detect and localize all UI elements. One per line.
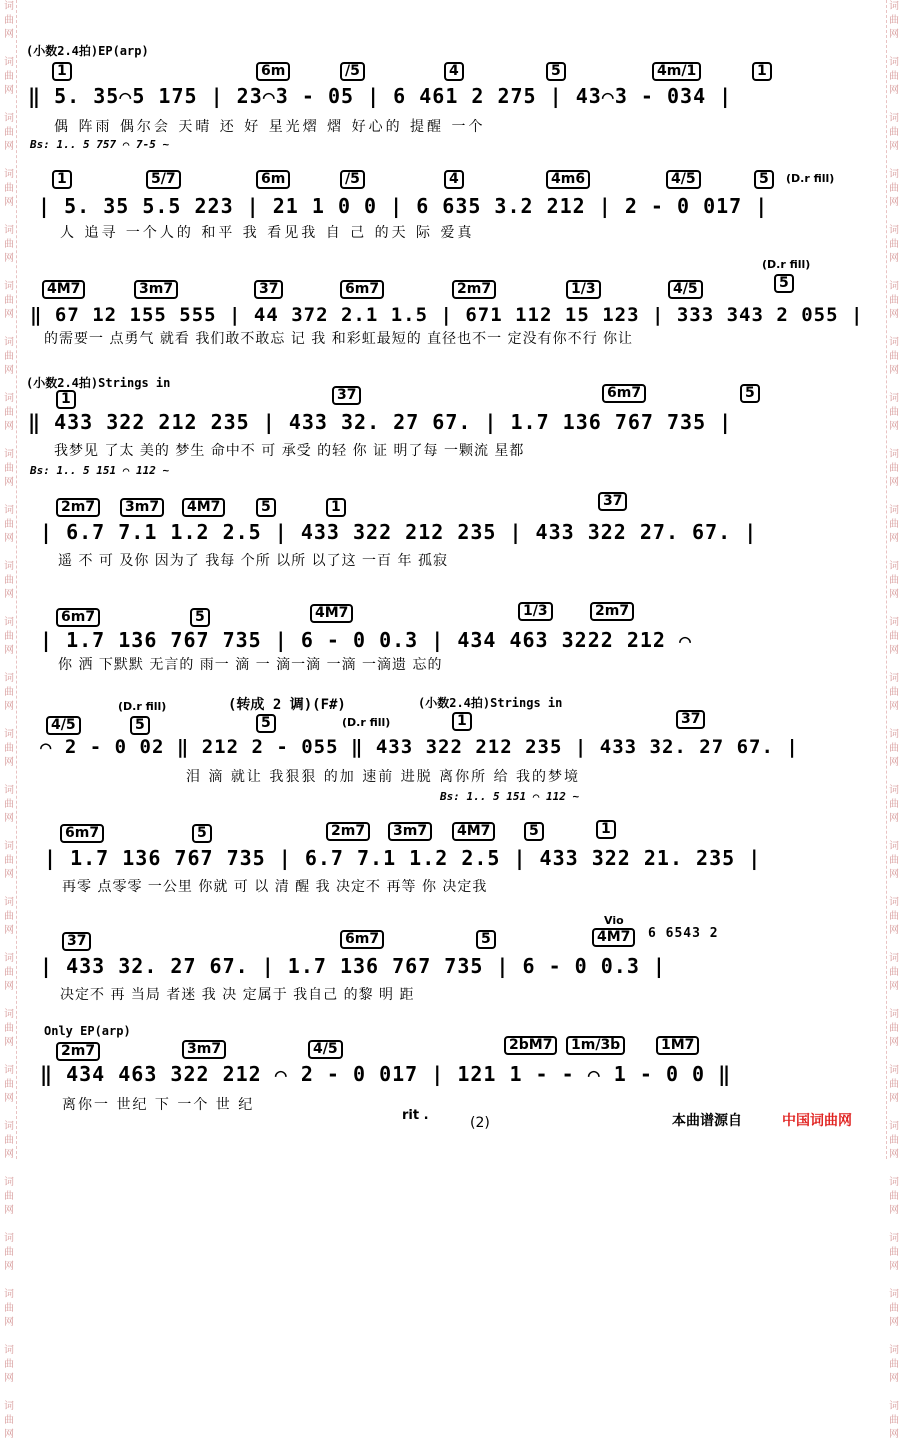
chord-symbol: 6m7: [340, 930, 384, 949]
chord-symbol: 5: [190, 608, 210, 627]
site-name: 中国词曲网: [782, 1113, 852, 1129]
page-number: (2): [470, 1115, 490, 1131]
chord-symbol: 1/3: [566, 280, 601, 299]
chord-symbol: 4M7: [452, 822, 495, 841]
notation-line: ‖ 434 463 322 212 ⌒ 2 - 0 017 | 121 1 - - ⌒ 1 - 0 0 ‖: [40, 1062, 732, 1086]
chord-symbol: 4: [444, 62, 464, 81]
lyrics-line: 再零 点零零 一公里 你就 可 以 清 醒 我 决定不 再等 你 决定我: [62, 879, 488, 895]
chord-symbol: 37: [332, 386, 361, 405]
chord-symbol: 6m7: [602, 384, 646, 403]
instrument-annotation: Vio: [604, 914, 624, 927]
chord-symbol: 6m7: [340, 280, 384, 299]
notation-line: ‖ 433 322 212 235 | 433 32. 27 67. | 1.7 136 767 735 |: [28, 410, 733, 434]
lyrics-line: 的需要一 点勇气 就看 我们敢不敢忘 记 我 和彩虹最短的 直径也不一 定没有你不行 你让: [44, 331, 634, 347]
chord-symbol: 4m/1: [652, 62, 701, 81]
chord-symbol: 5: [774, 274, 794, 293]
notation-line: ⌒ 2 - 0 02 ‖ 212 2 - 055 ‖ 433 322 212 235 | 433 32. 27 67. |: [40, 736, 799, 758]
chord-symbol: 5: [524, 822, 544, 841]
chord-symbol: 37: [598, 492, 627, 511]
chord-symbol: 1M7: [656, 1036, 699, 1055]
chord-symbol: 5: [256, 498, 276, 517]
notation-line: ‖ 5. 35⌒5 175 | 23⌒3 - 05 | 6 461 2 275 | 43⌒3 - 034 |: [28, 84, 733, 108]
chord-symbol: 2m7: [56, 1042, 100, 1061]
chord-symbol: 1: [596, 820, 616, 839]
chord-symbol: 4/5: [668, 280, 703, 299]
section-label: (小数2.4拍)EP(arp): [26, 44, 149, 58]
chord-symbol: 5/7: [146, 170, 181, 189]
lyrics-line: 你 洒 下默默 无言的 雨一 滴 一 滴一滴 一滴 一滴遗 忘的: [58, 657, 443, 673]
chord-symbol: 37: [254, 280, 283, 299]
chord-symbol: 6m7: [56, 608, 100, 627]
chord-symbol: 4M7: [592, 928, 635, 947]
chord-symbol: 3m7: [182, 1040, 226, 1059]
fill-annotation: (D.r fill): [762, 258, 811, 271]
chord-symbol: 4/5: [308, 1040, 343, 1059]
chord-symbol: 6m: [256, 62, 290, 81]
notation-line: | 1.7 136 767 735 | 6 - 0 0.3 | 434 463 3222 212 ⌒: [40, 628, 693, 652]
notation-line: | 5. 35 5.5 223 | 21 1 0 0 | 6 635 3.2 212 | 2 - 0 017 |: [38, 194, 769, 218]
left-watermark-strip: 词 曲 网 词 曲 网 词 曲 网 词 曲 网 词 曲 网 词 曲 网 词 曲 网 词 曲 网 词 曲 网 词 曲 网 词 曲 网 词 曲 网 词 曲 网 词 曲 网 词 曲 网 词 曲 网 词 曲 网 词 曲 网 词 曲 网 词 曲 网 词 曲 网 词 曲 网 词 曲 网 词 曲 网 词 曲 网 词 曲 网: [2, 0, 17, 1159]
chord-symbol: 1: [52, 170, 72, 189]
chord-symbol: 3m7: [134, 280, 178, 299]
chord-symbol: 2m7: [590, 602, 634, 621]
chord-symbol: 4/5: [46, 716, 81, 735]
chord-symbol: 1: [56, 390, 76, 409]
chord-symbol: 3m7: [120, 498, 164, 517]
chord-symbol: 5: [754, 170, 774, 189]
section-label: (小数2.4拍)Strings in: [26, 376, 171, 390]
lyrics-line: 泪 滴 就让 我狠狠 的加 速前 进脱 离你所 给 我的梦境: [186, 769, 581, 785]
chord-symbol: 1: [452, 712, 472, 731]
fill-annotation: (D.r fill): [118, 700, 167, 713]
chord-symbol: 4/5: [666, 170, 701, 189]
chord-symbol: 5: [476, 930, 496, 949]
key-change-label: (转成 2 调)(F#): [228, 697, 346, 713]
chord-symbol: 1: [52, 62, 72, 81]
bass-line: Bs: 1.. 5 151 ⌒ 112 ~: [440, 790, 580, 803]
chord-symbol: 2m7: [56, 498, 100, 517]
chord-symbol: 1: [326, 498, 346, 517]
violin-notes: 6 6543 2: [648, 926, 719, 941]
notation-line: | 1.7 136 767 735 | 6.7 7.1 1.2 2.5 | 433 322 21. 235 |: [44, 846, 762, 870]
chord-symbol: 2m7: [326, 822, 370, 841]
bass-line: Bs: 1.. 5 151 ⌒ 112 ~: [30, 464, 170, 477]
lyrics-line: 决定不 再 当局 者迷 我 决 定属于 我自己 的黎 明 距: [60, 987, 415, 1003]
bass-line: Bs: 1.. 5 757 ⌒ 7-5 ~: [30, 138, 170, 151]
chord-symbol: 37: [62, 932, 91, 951]
chord-symbol: 6m7: [60, 824, 104, 843]
chord-symbol: 3m7: [388, 822, 432, 841]
right-watermark-strip: 词 曲 网 词 曲 网 词 曲 网 词 曲 网 词 曲 网 词 曲 网 词 曲 网 词 曲 网 词 曲 网 词 曲 网 词 曲 网 词 曲 网 词 曲 网 词 曲 网 词 曲 网 词 曲 网 词 曲 网 词 曲 网 词 曲 网 词 曲 网 词 曲 网 词 曲 网 词 曲 网 词 曲 网 词 曲 网 词 曲 网: [886, 0, 901, 1159]
lyrics-line: 离你一 世纪 下 一个 世 纪: [62, 1097, 255, 1113]
chord-symbol: 1: [752, 62, 772, 81]
chord-symbol: 5: [130, 716, 150, 735]
chord-symbol: 4M7: [310, 604, 353, 623]
section-label: Only EP(arp): [44, 1024, 131, 1038]
notation-line: ‖ 67 12 155 555 | 44 372 2.1 1.5 | 671 112 15 123 | 333 343 2 055 |: [30, 304, 864, 326]
chord-symbol: /5: [340, 170, 365, 189]
chord-symbol: 4M7: [42, 280, 85, 299]
lyrics-line: 偶 阵雨 偶尔会 天晴 还 好 星光熠 熠 好心的 提醒 一个: [54, 119, 486, 135]
chord-symbol: 37: [676, 710, 705, 729]
chord-symbol: 1m/3b: [566, 1036, 625, 1055]
chord-symbol: 5: [740, 384, 760, 403]
fill-annotation: (D.r fill): [786, 172, 835, 185]
notation-line: | 433 32. 27 67. | 1.7 136 767 735 | 6 - 0 0.3 |: [40, 954, 666, 978]
section-label: (小数2.4拍)Strings in: [418, 696, 563, 710]
notation-line: | 6.7 7.1 1.2 2.5 | 433 322 212 235 | 433 322 27. 67. |: [40, 520, 758, 544]
source-label: 本曲谱源自: [672, 1113, 742, 1129]
chord-symbol: 4M7: [182, 498, 225, 517]
chord-symbol: 6m: [256, 170, 290, 189]
lyrics-line: 人 追寻 一个人的 和平 我 看见我 自 己 的天 际 爱真: [60, 225, 475, 241]
chord-symbol: 2m7: [452, 280, 496, 299]
lyrics-line: 遥 不 可 及你 因为了 我每 个所 以所 以了这 一百 年 孤寂: [58, 553, 448, 569]
ritardando-mark: rit .: [402, 1108, 429, 1123]
chord-symbol: 5: [192, 824, 212, 843]
chord-symbol: 4: [444, 170, 464, 189]
chord-symbol: 5: [256, 714, 276, 733]
chord-symbol: 4m6: [546, 170, 590, 189]
lyrics-line: 我梦见 了太 美的 梦生 命中不 可 承受 的轻 你 证 明了每 一颗流 星都: [54, 443, 525, 459]
chord-symbol: 2bM7: [504, 1036, 557, 1055]
chord-symbol: 1/3: [518, 602, 553, 621]
chord-symbol: /5: [340, 62, 365, 81]
fill-annotation: (D.r fill): [342, 716, 391, 729]
chord-symbol: 5: [546, 62, 566, 81]
